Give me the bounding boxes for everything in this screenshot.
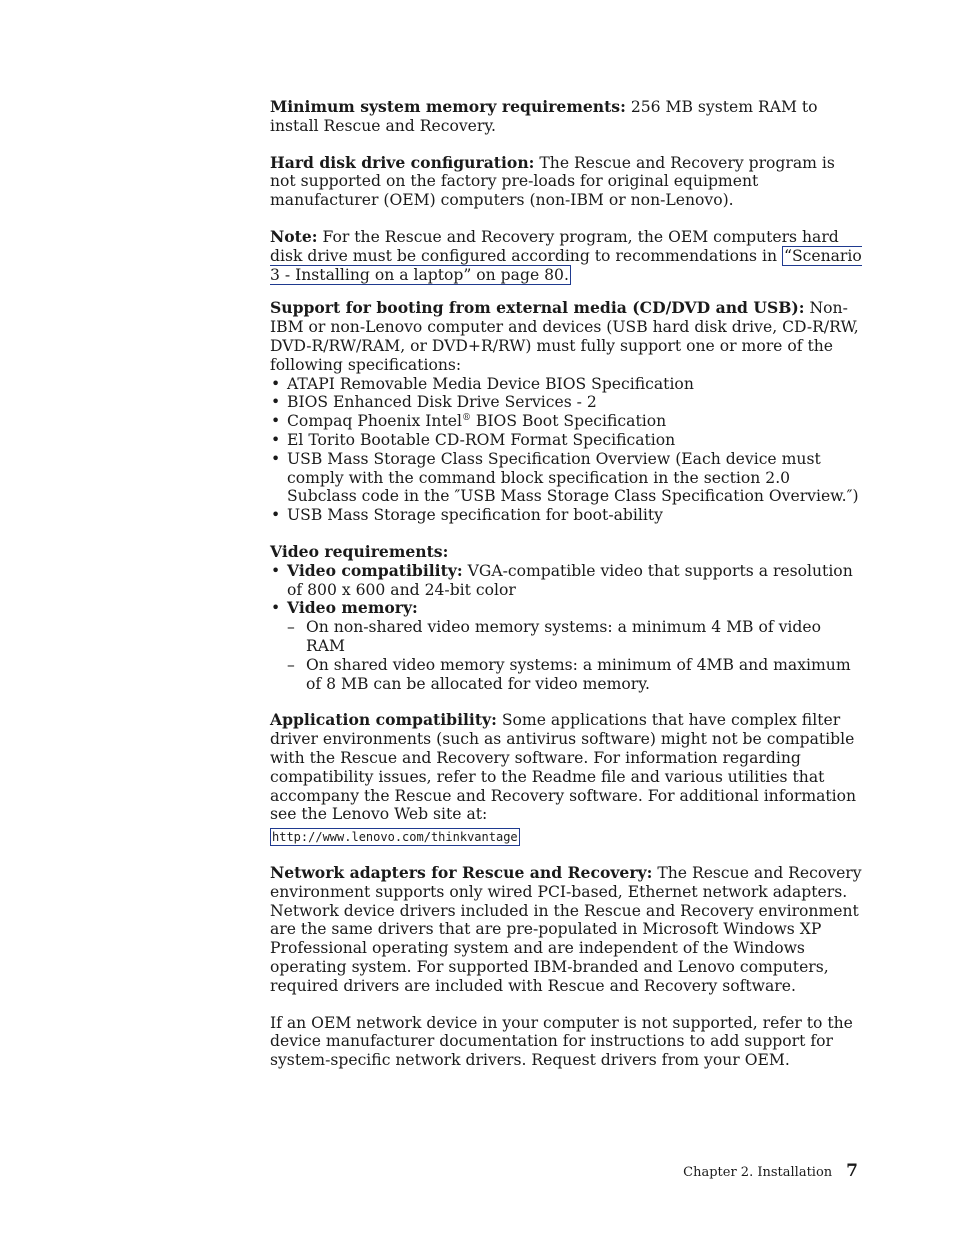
- sub-list-item: – On non-shared video memory systems: a minimum 4 MB of video RAM: [287, 618, 862, 656]
- oem-paragraph: If an OEM network device in your computer is not supported, refer to the device manufacturer documentation for instructions to add support for system-specific network drivers. Request drivers from your OEM.: [270, 1013, 853, 1070]
- hdd-configuration: [270, 154, 862, 210]
- network-label: Network adapters for Rescue and Recovery:: [270, 863, 653, 883]
- list-item: • El Torito Bootable CD-ROM Format Specification: [270, 431, 862, 450]
- note-paragraph: [270, 228, 862, 284]
- boot-text: Non-IBM or non-Lenovo computer and devices (USB hard disk drive, CD-R/RW, DVD-R/RW/RAM, or DVD+R/RW) must fully support one or more of the following specifications:: [270, 299, 859, 374]
- video-compat-label: Video compatibility:: [287, 560, 463, 580]
- boot-support-section: [270, 299, 862, 525]
- network-text: The Rescue and Recovery environment supports only wired PCI-based, Ethernet network adapters. Network device drivers included in the Rescue and Recovery environment are the same drivers that are pre-populated in Microsoft Windows XP Professional operating system and are independent of the Windows operating system. For supported IBM-branded and Lenovo computers, required drivers are included with Rescue and Recovery software.: [270, 864, 862, 995]
- video-heading: Video requirements:: [270, 541, 449, 561]
- lenovo-url-link[interactable]: http://www.lenovo.com/thinkvantage: [272, 830, 518, 845]
- network-adapters: [270, 864, 862, 996]
- hdd-label: Hard disk drive configuration:: [270, 152, 535, 172]
- video-memory-label: Video memory:: [287, 598, 418, 618]
- page-content: [270, 98, 862, 1070]
- video-memory-list: [287, 618, 862, 693]
- list-item: • USB Mass Storage Class Specification Overview (Each device must comply with the command block specification in the section 2.0 Subclass code in the ″USB Mass Storage Class Specification Overview.″): [270, 450, 862, 506]
- hdd-text: The Rescue and Recovery program is not supported on the factory pre-loads for original equipment manufacturer (OEM) computers (non-IBM or non-Lenovo).: [270, 153, 835, 210]
- memory-text: 256 MB system RAM to install Rescue and Recovery.: [270, 98, 818, 135]
- list-item: • ATAPI Removable Media Device BIOS Specification: [270, 375, 862, 394]
- app-label: Application compatibility:: [270, 710, 497, 730]
- memory-label: Minimum system memory requirements:: [270, 97, 626, 116]
- note-text: For the Rescue and Recovery program, the OEM computers hard disk drive must be configured according to recommendations in: [270, 227, 839, 265]
- scenario-3-link[interactable]: “Scenario 3 - Installing on a laptop” on page 80.: [270, 246, 862, 284]
- app-paragraph: [270, 711, 862, 824]
- page-footer: [683, 1161, 858, 1181]
- app-text: Some applications that have complex filter driver environments (such as antivirus software) might not be compatible with the Rescue and Recovery software. For information regarding compatibility issues, refer to the Readme file and various utilities that accompany the Rescue and Recovery software. For additional information see the Lenovo Web site at:: [270, 711, 857, 824]
- video-list: [270, 562, 862, 694]
- list-item: • USB Mass Storage specification for boot-ability: [270, 506, 862, 525]
- boot-paragraph: [270, 299, 862, 374]
- video-compat-text: VGA-compatible video that supports a resolution of 800 x 600 and 24-bit color: [287, 561, 853, 599]
- application-compatibility-section: [270, 711, 862, 846]
- chapter-label: Chapter 2. Installation: [683, 1165, 833, 1180]
- page-number: 7: [846, 1161, 858, 1181]
- note-label: Note:: [270, 226, 318, 246]
- boot-spec-list: [270, 375, 862, 525]
- boot-label: Support for booting from external media (CD/DVD and USB):: [270, 298, 805, 318]
- registered-mark: ®: [461, 412, 471, 423]
- list-item: • BIOS Enhanced Disk Drive Services - 2: [270, 393, 862, 412]
- sub-list-item: – On shared video memory systems: a minimum of 4MB and maximum of 8 MB can be allocated for video memory.: [287, 656, 862, 694]
- list-item: [270, 599, 862, 693]
- list-item: [270, 412, 862, 431]
- list-item-text: Compaq Phoenix Intel: [287, 412, 462, 431]
- video-requirements-section: [270, 543, 862, 693]
- memory-requirements: [270, 98, 862, 136]
- list-item: [270, 562, 862, 600]
- list-item-tail: BIOS Boot Specification: [470, 412, 667, 431]
